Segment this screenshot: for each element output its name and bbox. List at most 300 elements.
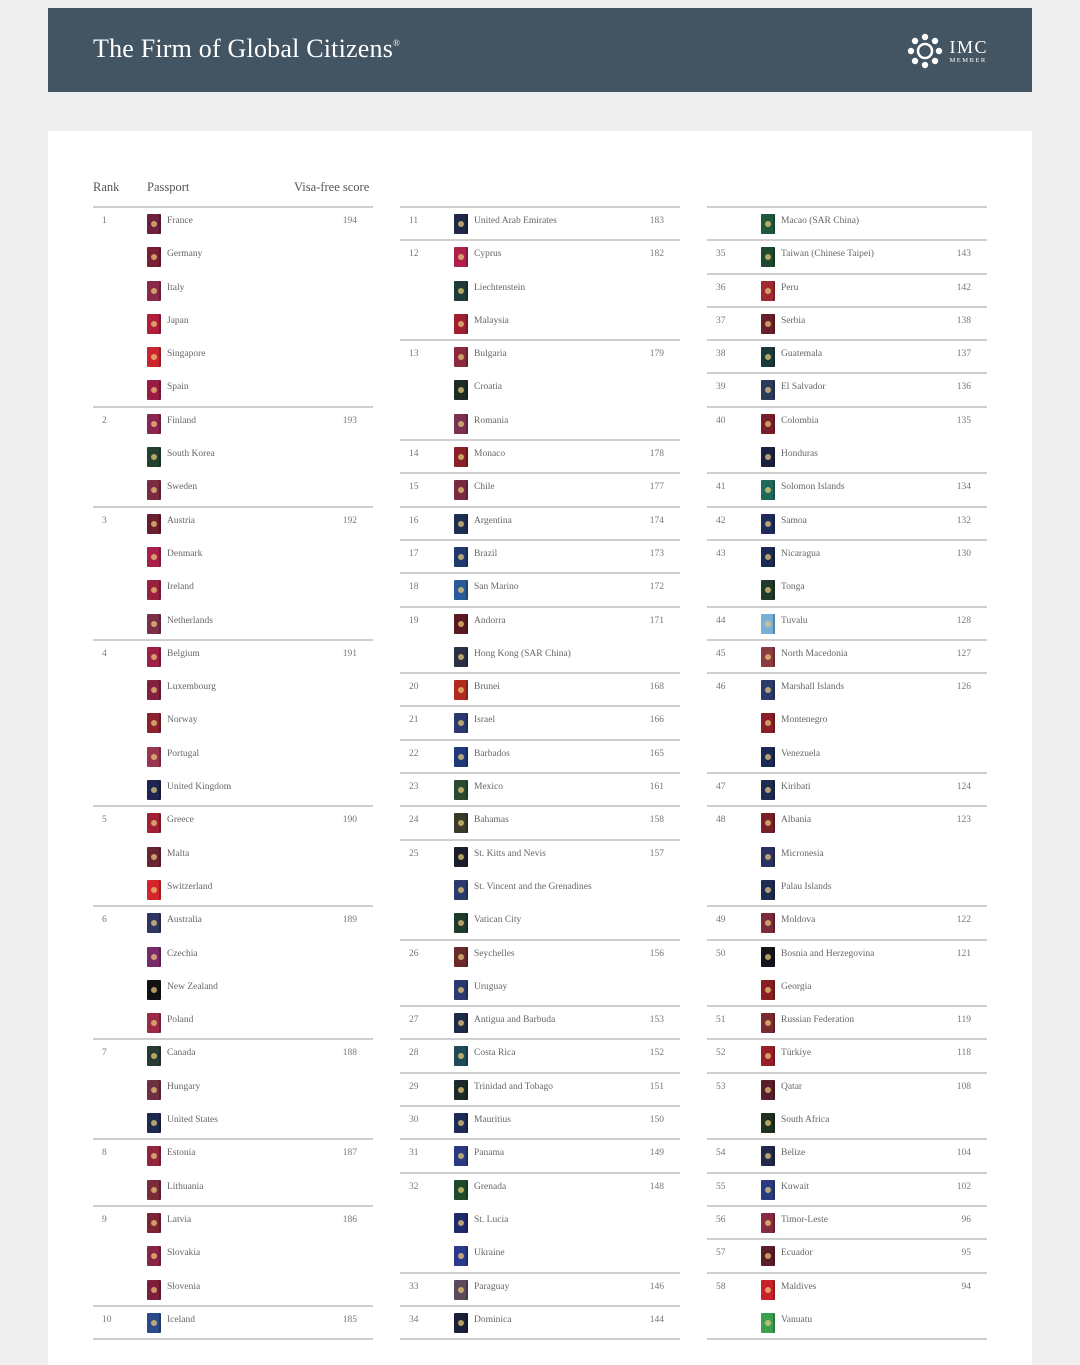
country-name: Tuvalu — [781, 615, 808, 626]
rank-cell: 46 — [716, 682, 726, 693]
table-row — [93, 474, 373, 507]
passport-cover-icon — [147, 647, 161, 667]
country-name: New Zealand — [167, 981, 218, 992]
table-row — [400, 441, 680, 474]
country-name: Japan — [167, 315, 189, 326]
rank-cell: 34 — [409, 1314, 419, 1325]
country-name: Tonga — [781, 582, 805, 593]
table-row — [400, 541, 680, 574]
passport-cover-icon — [761, 580, 775, 600]
visa-free-score: 136 — [956, 382, 971, 393]
table-row — [400, 707, 680, 740]
passport-cover-icon — [454, 614, 468, 634]
visa-free-score: 127 — [956, 648, 971, 659]
country-name: Qatar — [781, 1081, 803, 1092]
table-row — [707, 441, 987, 474]
passport-cover-icon — [147, 1080, 161, 1100]
passport-cover-icon — [761, 813, 775, 833]
visa-free-score: 152 — [649, 1048, 664, 1059]
passport-cover-icon — [454, 1313, 468, 1333]
table-row — [400, 308, 680, 341]
visa-free-score: 189 — [342, 915, 357, 926]
country-name: Sweden — [167, 482, 198, 493]
passport-cover-icon — [147, 580, 161, 600]
rank-cell: 11 — [409, 216, 419, 226]
rank-cell: 35 — [716, 249, 726, 260]
country-name: Switzerland — [167, 881, 213, 892]
table-row — [93, 308, 373, 341]
rank-cell: 1 — [102, 216, 107, 226]
passport-cover-icon — [761, 680, 775, 700]
passport-cover-icon — [147, 347, 161, 367]
rank-cell: 54 — [716, 1148, 726, 1159]
table-row — [707, 1107, 987, 1140]
visa-free-score: 146 — [649, 1281, 664, 1292]
rank-cell: 25 — [409, 848, 419, 859]
passport-cover-icon — [454, 1013, 468, 1033]
table-row — [707, 907, 987, 940]
passport-cover-icon — [147, 547, 161, 567]
table-row — [400, 374, 680, 407]
country-name: Honduras — [781, 449, 818, 460]
passport-cover-icon — [147, 247, 161, 267]
country-name: Ireland — [167, 582, 194, 593]
table-row — [93, 441, 373, 474]
visa-free-score: 135 — [956, 415, 971, 426]
table-row — [400, 941, 680, 974]
country-name: Palau Islands — [781, 881, 832, 892]
passport-cover-icon — [147, 847, 161, 867]
visa-free-score: 153 — [649, 1015, 664, 1026]
country-name: St. Lucia — [474, 1214, 509, 1225]
country-name: El Salvador — [781, 382, 826, 393]
table-row — [707, 974, 987, 1007]
passport-cover-icon — [454, 1146, 468, 1166]
table-row — [93, 341, 373, 374]
table-row — [93, 374, 373, 407]
table-row — [400, 341, 680, 374]
country-name: Canada — [167, 1048, 196, 1059]
table-row — [707, 374, 987, 407]
country-name: Slovenia — [167, 1281, 201, 1292]
table-row — [707, 474, 987, 507]
country-name: Belize — [781, 1148, 806, 1159]
rank-cell: 2 — [102, 415, 107, 426]
passport-cover-icon — [147, 614, 161, 634]
passport-cover-icon — [454, 913, 468, 933]
passport-cover-icon — [454, 780, 468, 800]
country-name: Grenada — [474, 1181, 507, 1192]
visa-free-score: 185 — [342, 1314, 357, 1325]
visa-free-score: 187 — [342, 1148, 357, 1159]
country-name: Russian Federation — [781, 1015, 855, 1026]
visa-free-score: 128 — [956, 615, 971, 626]
table-row — [93, 241, 373, 274]
country-name: St. Vincent and the Grenadines — [474, 881, 592, 892]
visa-free-score: 134 — [956, 482, 971, 493]
passport-cover-icon — [454, 1280, 468, 1300]
country-name: Vanuatu — [781, 1314, 813, 1325]
rank-cell: 16 — [409, 515, 419, 526]
rank-cell: 43 — [716, 548, 726, 559]
passport-cover-icon — [147, 1180, 161, 1200]
country-name: Ukraine — [474, 1248, 505, 1259]
table-row — [400, 674, 680, 707]
table-row — [93, 208, 373, 241]
visa-free-score: 186 — [342, 1214, 357, 1225]
table-row — [93, 974, 373, 1007]
country-name: Hungary — [167, 1081, 201, 1092]
rank-cell: 33 — [409, 1281, 419, 1292]
visa-free-score: 149 — [649, 1148, 664, 1159]
passport-cover-icon — [147, 880, 161, 900]
table-row — [93, 707, 373, 740]
table-row — [707, 874, 987, 907]
rank-cell: 6 — [102, 915, 107, 926]
table-row — [400, 874, 680, 907]
visa-free-score: 122 — [956, 915, 971, 926]
country-name: South Africa — [781, 1115, 830, 1126]
table-row — [707, 308, 987, 341]
country-name: St. Kitts and Nevis — [474, 848, 546, 859]
country-name: Denmark — [167, 548, 203, 559]
passport-cover-icon — [761, 1113, 775, 1133]
country-name: Trinidad and Tobago — [474, 1081, 554, 1092]
country-name: Chile — [474, 482, 495, 493]
rank-cell: 19 — [409, 615, 419, 626]
rank-cell: 29 — [409, 1081, 419, 1092]
table-row — [707, 774, 987, 807]
table-row — [707, 941, 987, 974]
table-row — [707, 208, 987, 241]
passport-cover-icon — [147, 680, 161, 700]
table-row — [93, 1040, 373, 1073]
table-row — [93, 807, 373, 840]
country-name: Italy — [167, 282, 185, 293]
brand-title: The Firm of Global Citizens® — [93, 34, 401, 63]
table-row — [400, 408, 680, 441]
visa-free-score: 166 — [649, 715, 664, 726]
rank-cell: 3 — [102, 515, 107, 526]
rank-cell: 41 — [716, 482, 726, 493]
rank-cell: 56 — [716, 1214, 726, 1225]
passport-cover-icon — [761, 547, 775, 567]
country-name: Kiribati — [781, 782, 811, 793]
visa-free-score: 95 — [961, 1248, 971, 1259]
visa-free-score: 148 — [649, 1181, 664, 1192]
country-name: Solomon Islands — [781, 482, 845, 493]
country-name: Mauritius — [474, 1115, 511, 1126]
visa-free-score: 104 — [956, 1148, 971, 1159]
rank-cell: 53 — [716, 1081, 726, 1092]
passport-cover-icon — [454, 347, 468, 367]
passport-cover-icon — [147, 414, 161, 434]
rank-cell: 36 — [716, 282, 726, 293]
passport-cover-icon — [454, 480, 468, 500]
visa-free-score: 123 — [956, 815, 971, 826]
country-name: Timor-Leste — [781, 1214, 828, 1225]
table-row — [707, 1007, 987, 1040]
rank-cell: 30 — [409, 1115, 419, 1126]
table-row — [93, 1007, 373, 1040]
ranking-column-2 — [400, 206, 680, 1340]
passport-header: Passport — [147, 180, 190, 194]
table-row — [707, 1240, 987, 1273]
visa-free-score: 179 — [649, 349, 664, 360]
passport-cover-icon — [761, 514, 775, 534]
table-row — [93, 907, 373, 940]
passport-cover-icon — [147, 1246, 161, 1266]
passport-cover-icon — [454, 547, 468, 567]
passport-cover-icon — [761, 1046, 775, 1066]
visa-free-score: 177 — [649, 482, 664, 493]
table-row — [707, 641, 987, 674]
passport-cover-icon — [454, 1046, 468, 1066]
table-row — [93, 275, 373, 308]
table-row — [707, 674, 987, 707]
table-row — [400, 1074, 680, 1107]
passport-cover-icon — [761, 347, 775, 367]
country-name: Albania — [781, 815, 812, 826]
passport-cover-icon — [761, 847, 775, 867]
passport-cover-icon — [454, 947, 468, 967]
country-name: Belgium — [167, 648, 200, 659]
country-name: Lithuania — [167, 1181, 204, 1192]
passport-cover-icon — [454, 314, 468, 334]
table-row — [93, 1140, 373, 1173]
table-row — [93, 541, 373, 574]
table-row — [707, 408, 987, 441]
visa-free-score: 172 — [649, 582, 664, 593]
rank-cell: 58 — [716, 1281, 726, 1292]
passport-cover-icon — [761, 380, 775, 400]
passport-cover-icon — [454, 847, 468, 867]
visa-free-score: 194 — [342, 216, 357, 226]
table-row — [93, 1207, 373, 1240]
rank-cell: 40 — [716, 415, 726, 426]
passport-cover-icon — [761, 614, 775, 634]
table-row — [707, 741, 987, 774]
table-row — [707, 508, 987, 541]
visa-free-score: 143 — [956, 249, 971, 260]
table-row — [400, 208, 680, 241]
rank-cell: 8 — [102, 1148, 107, 1159]
visa-free-score: 171 — [649, 615, 664, 626]
table-row — [707, 341, 987, 374]
visa-free-score: 108 — [956, 1081, 971, 1092]
rank-cell: 22 — [409, 748, 419, 759]
visa-free-score: 151 — [649, 1081, 664, 1092]
passport-cover-icon — [761, 1180, 775, 1200]
table-row — [400, 241, 680, 274]
passport-cover-icon — [454, 980, 468, 1000]
passport-cover-icon — [454, 647, 468, 667]
country-name: Greece — [167, 815, 194, 826]
rank-cell: 10 — [102, 1314, 112, 1325]
country-name: Brunei — [474, 682, 500, 693]
table-row — [93, 1307, 373, 1340]
table-row — [400, 1107, 680, 1140]
visa-free-score: 119 — [957, 1015, 971, 1026]
passport-cover-icon — [147, 447, 161, 467]
rank-cell: 31 — [409, 1148, 419, 1159]
table-row — [707, 841, 987, 874]
passport-cover-icon — [761, 1280, 775, 1300]
country-name: Türkiye — [781, 1048, 812, 1059]
passport-cover-icon — [761, 447, 775, 467]
passport-cover-icon — [761, 780, 775, 800]
country-name: United Kingdom — [167, 782, 232, 793]
country-name: Paraguay — [474, 1281, 510, 1292]
passport-cover-icon — [147, 747, 161, 767]
rank-cell: 32 — [409, 1181, 419, 1192]
rank-cell: 4 — [102, 648, 107, 659]
passport-cover-icon — [454, 580, 468, 600]
rank-cell: 42 — [716, 515, 726, 526]
visa-free-score: 126 — [956, 682, 971, 693]
country-name: Bulgaria — [474, 349, 507, 360]
passport-cover-icon — [147, 913, 161, 933]
table-row — [93, 1107, 373, 1140]
table-row — [93, 741, 373, 774]
country-name: United States — [167, 1115, 218, 1126]
passport-cover-icon — [147, 713, 161, 733]
visa-free-score: 150 — [649, 1115, 664, 1126]
country-name: Monaco — [474, 449, 506, 460]
visa-free-score: 173 — [649, 548, 664, 559]
table-row — [93, 841, 373, 874]
table-row — [93, 641, 373, 674]
passport-cover-icon — [147, 1013, 161, 1033]
country-name: Austria — [167, 515, 195, 526]
country-name: Croatia — [474, 382, 502, 393]
table-row — [400, 1174, 680, 1207]
rank-cell: 13 — [409, 349, 419, 360]
rank-cell: 50 — [716, 948, 726, 959]
ranking-column-1 — [93, 206, 373, 1340]
visa-free-score: 138 — [956, 315, 971, 326]
table-row — [93, 1240, 373, 1273]
table-row — [707, 241, 987, 274]
passport-cover-icon — [761, 880, 775, 900]
table-row — [400, 907, 680, 940]
imc-star-icon — [907, 33, 943, 69]
visa-free-score: 118 — [957, 1048, 971, 1059]
country-name: Israel — [474, 715, 496, 726]
country-name: Ecuador — [781, 1248, 813, 1259]
table-row — [400, 1040, 680, 1073]
table-row — [93, 1174, 373, 1207]
passport-cover-icon — [147, 1313, 161, 1333]
country-name: Iceland — [167, 1314, 195, 1325]
passport-cover-icon — [454, 747, 468, 767]
visa-free-score: 102 — [956, 1181, 971, 1192]
visa-free-score: 94 — [961, 1281, 971, 1292]
imc-title: IMC — [949, 36, 988, 57]
visa-free-score: 157 — [649, 848, 664, 859]
rank-cell: 15 — [409, 482, 419, 493]
rank-cell: 5 — [102, 815, 107, 826]
visa-free-score: 188 — [342, 1048, 357, 1059]
visa-free-score: 132 — [956, 515, 971, 526]
table-row — [93, 508, 373, 541]
rank-cell: 47 — [716, 782, 726, 793]
passport-cover-icon — [454, 1180, 468, 1200]
country-name: Seychelles — [474, 948, 515, 959]
passport-cover-icon — [761, 247, 775, 267]
country-name: Bahamas — [474, 815, 509, 826]
country-name: Malaysia — [474, 315, 509, 326]
visa-free-score: 161 — [649, 782, 664, 793]
table-row — [707, 1307, 987, 1340]
table-row — [707, 1207, 987, 1240]
country-name: Panama — [474, 1148, 505, 1159]
country-name: Barbados — [474, 748, 510, 759]
table-row — [93, 608, 373, 641]
table-row — [400, 1307, 680, 1340]
passport-cover-icon — [761, 1146, 775, 1166]
table-row — [400, 1207, 680, 1240]
country-name: Guatemala — [781, 349, 823, 360]
rank-cell: 49 — [716, 915, 726, 926]
country-name: Estonia — [167, 1148, 196, 1159]
table-row — [93, 674, 373, 707]
passport-cover-icon — [454, 447, 468, 467]
country-name: Luxembourg — [167, 682, 216, 693]
rank-cell: 21 — [409, 715, 419, 726]
passport-cover-icon — [454, 813, 468, 833]
table-row — [400, 1240, 680, 1273]
rank-header: Rank — [93, 180, 120, 194]
country-name: Argentina — [474, 515, 512, 526]
visa-free-score: 190 — [342, 815, 357, 826]
passport-cover-icon — [761, 1013, 775, 1033]
table-row — [400, 774, 680, 807]
country-name: Kuwait — [781, 1181, 809, 1192]
rank-cell: 37 — [716, 315, 726, 326]
country-name: Marshall Islands — [781, 682, 845, 693]
country-name: Taiwan (Chinese Taipei) — [781, 249, 874, 260]
country-name: Montenegro — [781, 715, 828, 726]
visa-free-score: 137 — [956, 349, 971, 360]
rank-cell: 48 — [716, 815, 726, 826]
table-row — [400, 1007, 680, 1040]
rank-cell: 17 — [409, 548, 419, 559]
country-name: France — [167, 216, 193, 226]
passport-cover-icon — [147, 1113, 161, 1133]
country-name: Macao (SAR China) — [781, 216, 860, 226]
country-name: Micronesia — [781, 848, 824, 859]
visa-free-score: 191 — [342, 648, 357, 659]
visa-free-score: 121 — [956, 948, 971, 959]
visa-free-score: 96 — [961, 1214, 971, 1225]
rank-cell: 14 — [409, 449, 419, 460]
passport-cover-icon — [761, 647, 775, 667]
passport-cover-icon — [454, 713, 468, 733]
table-row — [93, 408, 373, 441]
table-row — [707, 1040, 987, 1073]
rank-cell: 39 — [716, 382, 726, 393]
passport-cover-icon — [761, 281, 775, 301]
country-name: Romania — [474, 415, 509, 426]
passport-cover-icon — [147, 1146, 161, 1166]
country-name: Venezuela — [781, 748, 821, 759]
visa-free-score: 182 — [649, 249, 664, 260]
country-name: Norway — [167, 715, 198, 726]
visa-free-score: 183 — [649, 216, 664, 226]
passport-cover-icon — [147, 780, 161, 800]
rank-cell: 38 — [716, 349, 726, 360]
